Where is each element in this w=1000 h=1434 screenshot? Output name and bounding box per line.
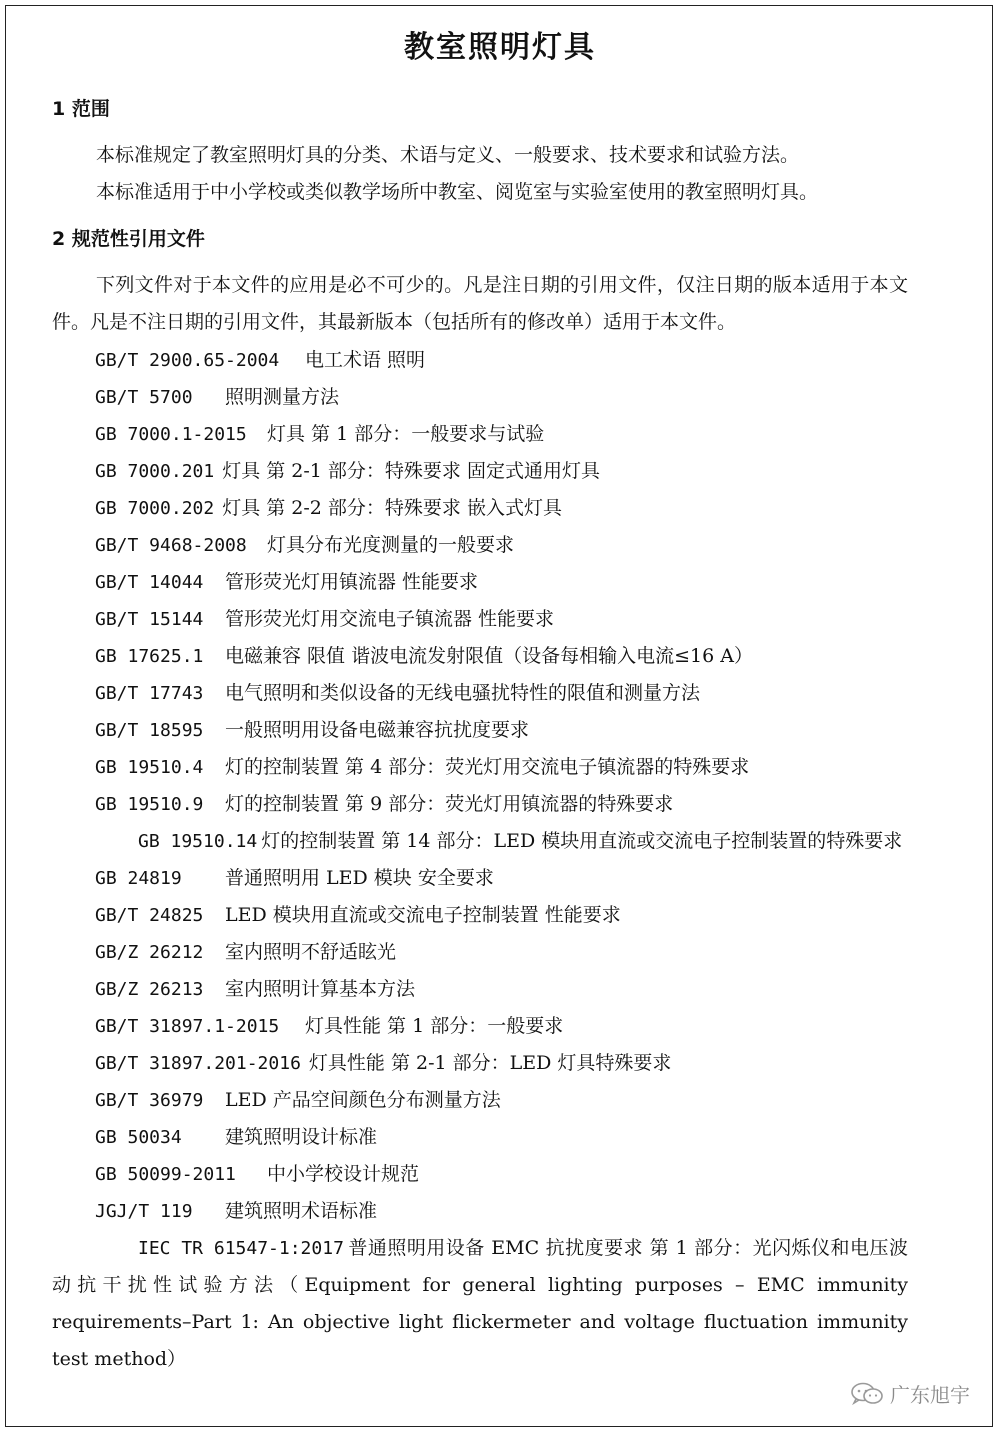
reference-code: GB 19510.4 xyxy=(95,757,204,778)
reference-title: 中小学校设计规范 xyxy=(267,1163,420,1185)
reference-item xyxy=(52,1119,908,1156)
reference-code: GB/T 14044 xyxy=(95,572,204,593)
reference-item xyxy=(52,897,908,934)
section-2-intro: 下列文件对于本文件的应用是必不可少的。凡是注日期的引用文件，仅注日期的版本适用于本文件。凡是不注日期的引用文件，其最新版本（包括所有的修改单）适用于本文件。 xyxy=(52,274,908,333)
reference-code: GB/T 2900.65-2004 xyxy=(95,350,280,371)
reference-title: 电气照明和类似设备的无线电骚扰特性的限值和测量方法 xyxy=(225,682,701,704)
watermark xyxy=(850,1379,970,1408)
reference-item xyxy=(52,934,908,971)
reference-item xyxy=(52,490,908,527)
section-1-heading: 1 范围 xyxy=(52,98,110,120)
reference-item xyxy=(52,1156,908,1193)
reference-item xyxy=(52,638,908,675)
reference-code: GB 7000.201 xyxy=(95,461,215,482)
reference-title: 普通照明用 LED 模块 安全要求 xyxy=(225,867,494,889)
reference-title: 灯的控制装置 第 9 部分：荧光灯用镇流器的特殊要求 xyxy=(225,793,674,815)
reference-code: GB/T 17743 xyxy=(95,683,204,704)
reference-code: GB/T 15144 xyxy=(95,609,204,630)
reference-item xyxy=(52,342,908,379)
reference-title: 灯的控制装置 第 4 部分：荧光灯用交流电子镇流器的特殊要求 xyxy=(225,756,750,778)
reference-code: GB 50099-2011 xyxy=(95,1164,236,1185)
wechat-icon xyxy=(850,1382,884,1406)
reference-item xyxy=(52,564,908,601)
reference-item xyxy=(52,416,908,453)
reference-code: GB 7000.202 xyxy=(95,498,215,519)
reference-title: 照明测量方法 xyxy=(225,386,340,408)
reference-title: 建筑照明设计标准 xyxy=(225,1126,378,1148)
reference-code: GB/T 24825 xyxy=(95,905,204,926)
reference-title: 灯具 第 2-1 部分：特殊要求 固定式通用灯具 xyxy=(222,460,600,482)
reference-code: GB/T 5700 xyxy=(95,387,193,408)
reference-item xyxy=(52,675,908,712)
reference-code: GB/T 31897.201-2016 xyxy=(95,1053,301,1074)
reference-item xyxy=(52,860,908,897)
watermark-text: 广东旭宇 xyxy=(890,1383,970,1407)
reference-item xyxy=(52,971,908,1008)
reference-code: GB 17625.1 xyxy=(95,646,204,667)
reference-item xyxy=(52,527,908,564)
reference-title: 建筑照明术语标准 xyxy=(225,1200,378,1222)
reference-title: LED 产品空间颜色分布测量方法 xyxy=(225,1089,501,1111)
reference-item xyxy=(52,749,908,786)
reference-item xyxy=(52,453,908,490)
reference-item xyxy=(52,1193,908,1230)
reference-title: 管形荧光灯用交流电子镇流器 性能要求 xyxy=(225,608,555,630)
reference-title: 灯具分布光度测量的一般要求 xyxy=(267,534,515,556)
reference-code: GB 7000.1-2015 xyxy=(95,424,247,445)
reference-title: 电工术语 照明 xyxy=(305,349,426,371)
reference-code: GB/Z 26213 xyxy=(95,979,204,1000)
reference-title: 灯的控制装置 第 14 部分：LED 模块用直流或交流电子控制装置的特殊要求 xyxy=(261,830,903,852)
reference-title: 灯具 第 2-2 部分：特殊要求 嵌入式灯具 xyxy=(222,497,562,519)
reference-code: GB/T 9468-2008 xyxy=(95,535,247,556)
reference-item xyxy=(52,379,908,416)
reference-title: LED 模块用直流或交流电子控制装置 性能要求 xyxy=(225,904,621,926)
reference-code: GB/T 36979 xyxy=(95,1090,204,1111)
reference-code: GB 24819 xyxy=(95,868,182,889)
reference-item xyxy=(52,1008,908,1045)
reference-title: 灯具 第 1 部分：一般要求与试验 xyxy=(267,423,545,445)
normative-references-list xyxy=(52,342,908,1378)
section-1-paragraph: 本标准适用于中小学校或类似教学场所中教室、阅览室与实验室使用的教室照明灯具。 xyxy=(96,181,819,203)
reference-code: GB 50034 xyxy=(95,1127,182,1148)
reference-title: 室内照明计算基本方法 xyxy=(225,978,416,1000)
reference-item xyxy=(52,712,908,749)
reference-item xyxy=(52,823,908,860)
section-2-heading: 2 规范性引用文件 xyxy=(52,228,205,250)
reference-title: 管形荧光灯用镇流器 性能要求 xyxy=(225,571,479,593)
reference-code: GB/T 31897.1-2015 xyxy=(95,1016,280,1037)
reference-item xyxy=(52,1082,908,1119)
document-title: 教室照明灯具 xyxy=(404,30,596,65)
reference-code: GB/Z 26212 xyxy=(95,942,204,963)
reference-code: IEC TR 61547-1:2017 xyxy=(138,1238,344,1259)
reference-code: GB 19510.14 xyxy=(138,831,258,852)
reference-code: GB 19510.9 xyxy=(95,794,204,815)
reference-item xyxy=(52,1045,908,1082)
reference-code: JGJ/T 119 xyxy=(95,1201,193,1222)
reference-title: 普通照明用设备 EMC 抗扰度要求 第 1 部分：光闪烁仪和电压波动抗干扰性试验方法（Equipment for general lighting purposes – EMC immunity requirements–Part 1: An objective light flickermeter and voltage fluctuation immunity test method） xyxy=(52,1237,908,1370)
reference-title: 灯具性能 第 2-1 部分：LED 灯具特殊要求 xyxy=(308,1052,672,1074)
section-1-paragraph: 本标准规定了教室照明灯具的分类、术语与定义、一般要求、技术要求和试验方法。 xyxy=(96,144,800,166)
reference-title: 一般照明用设备电磁兼容抗扰度要求 xyxy=(225,719,530,741)
reference-title: 灯具性能 第 1 部分：一般要求 xyxy=(305,1015,564,1037)
reference-item xyxy=(52,786,908,823)
reference-code: GB/T 18595 xyxy=(95,720,204,741)
reference-item xyxy=(52,1230,908,1378)
reference-title: 室内照明不舒适眩光 xyxy=(225,941,397,963)
reference-item xyxy=(52,601,908,638)
reference-title: 电磁兼容 限值 谐波电流发射限值（设备每相输入电流≤16 A） xyxy=(225,645,753,667)
